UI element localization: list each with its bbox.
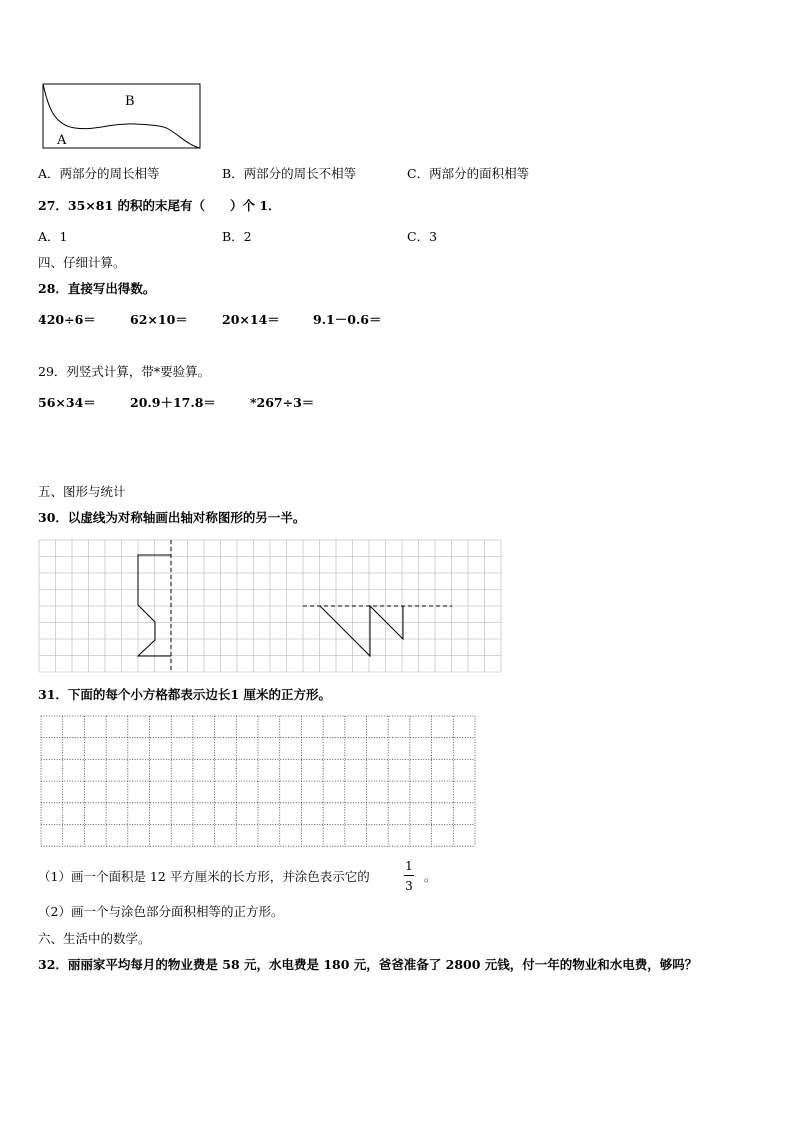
- q28-item-2: 62×10＝: [130, 312, 188, 327]
- q28-item-1: 420÷6＝: [38, 312, 96, 327]
- q29-item-1: 56×34＝: [38, 395, 96, 410]
- q27-option-b: B．2: [222, 229, 252, 244]
- region-label-b: B: [125, 94, 135, 109]
- q31-sub2-text: （2）画一个与涂色部分面积相等的正方形。: [38, 904, 284, 919]
- q27-option-c: C．3: [407, 229, 438, 244]
- q27-option-a: A．1: [38, 229, 68, 244]
- q29-stem: 29．列竖式计算，带*要验算。: [38, 364, 211, 379]
- q27-stem: 27．35×81 的积的末尾有（ ）个 1．: [38, 198, 281, 213]
- q29-item-2: 20.9＋17.8＝: [130, 395, 216, 410]
- q29-item-3: *267÷3＝: [250, 395, 315, 410]
- section-5-heading: 五、图形与统计: [38, 484, 126, 499]
- q31-sub1-text: （1）画一个面积是 12 平方厘米的长方形，并涂色表示它的: [38, 869, 370, 884]
- section-6-heading: 六、生活中的数学。: [38, 931, 151, 946]
- q30-stem: 30．以虚线为对称轴画出轴对称图形的另一半。: [38, 510, 306, 525]
- fraction-numerator: 1: [405, 859, 413, 873]
- q28-item-3: 20×14＝: [222, 312, 280, 327]
- q28-item-4: 9.1－0.6＝: [313, 312, 382, 327]
- fraction-bar: [404, 875, 414, 876]
- section-4-heading: 四、仔细计算。: [38, 255, 126, 270]
- q26-option-a: A．两部分的周长相等: [38, 166, 160, 181]
- q26-option-c: C．两部分的面积相等: [407, 166, 530, 181]
- q28-stem: 28．直接写出得数。: [38, 281, 156, 296]
- q26-option-b: B．两部分的周长不相等: [222, 166, 357, 181]
- q31-stem: 31．下面的每个小方格都表示边长1 厘米的正方形。: [38, 687, 331, 702]
- region-label-a: A: [57, 133, 67, 148]
- q32-stem: 32．丽丽家平均每月的物业费是 58 元，水电费是 180 元，爸爸准备了 2800 元钱，付一年的物业和水电费，够吗？: [38, 957, 698, 972]
- fraction-denominator: 3: [405, 879, 413, 893]
- q31-sub1-end: 。: [424, 869, 437, 884]
